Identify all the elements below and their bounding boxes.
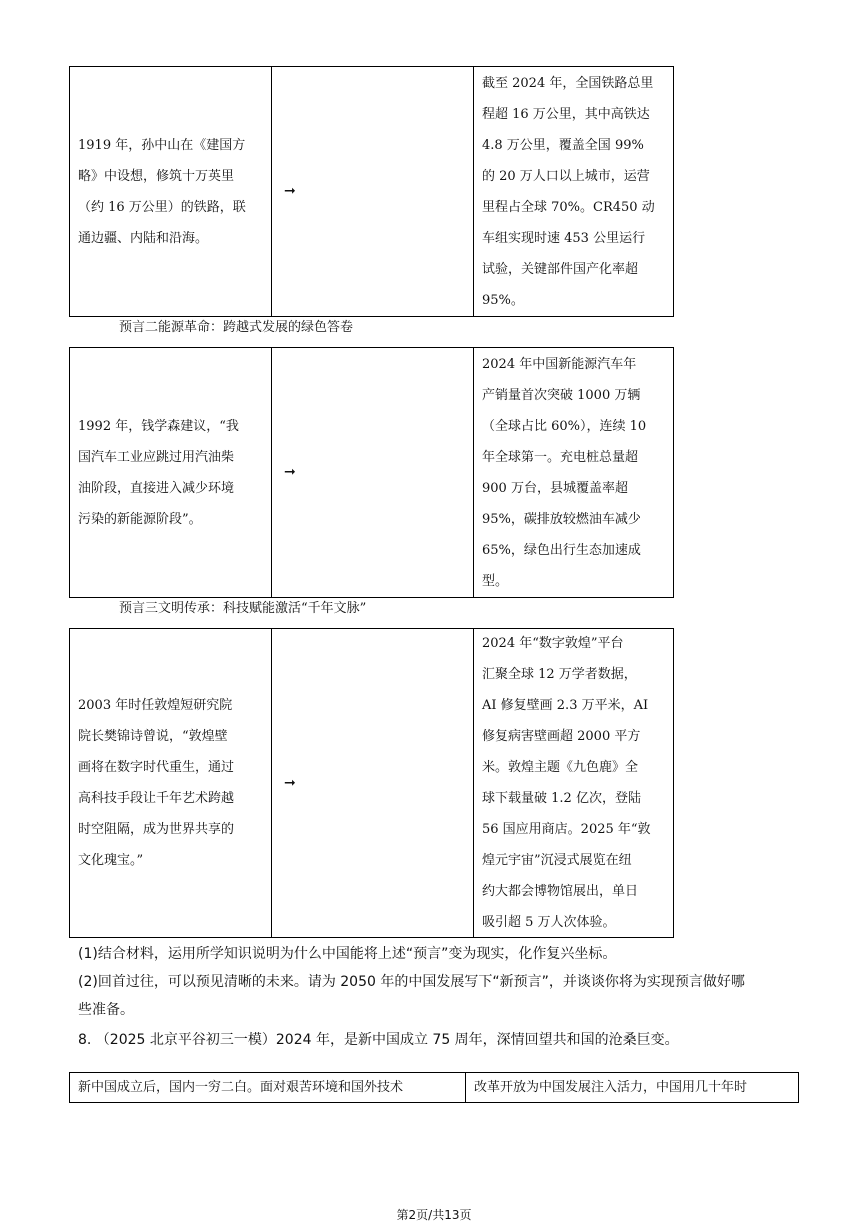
question-8-table	[69, 1072, 799, 1103]
question-1: (1)结合材料，运用所学知识说明为什么中国能将上述“预言”变为现实，化作复兴坐标。	[78, 946, 617, 962]
table-3-past-cell: 2003 年时任敦煌短研究院 院长樊锦诗曾说，“敦煌壁 画将在数字时代重生，通过 高科技手段让千年艺术跨越 时空阻隔，成为世界共享的 文化瑰宝。”	[70, 629, 272, 937]
table-2-arrow-icon: ➞	[272, 348, 474, 597]
question-8-intro: 8. （2025 北京平谷初三一模）2024 年，是新中国成立 75 周年，深情回望共和国的沧桑巨变。	[78, 1032, 679, 1048]
prophecy-table-2	[69, 347, 674, 598]
table-2-present-cell: 2024 年中国新能源汽车年 产销量首次突破 1000 万辆 （全球占比 60%），连续 10 年全球第一。充电桩总量超 900 万台，县城覆盖率超 95%，碳排放较燃油车减少 65%，绿色出行生态加速成 型。	[482, 356, 647, 589]
prophecy-3-heading: 预言三文明传承：科技赋能激活“千年文脉”	[119, 601, 367, 616]
table-1-past-cell: 1919 年，孙中山在《建国方 略》中设想，修筑十万英里 （约 16 万公里）的铁路，联 通边疆、内陆和沿海。	[70, 67, 272, 316]
page-number: 第2页/共13页	[396, 1208, 472, 1222]
table-2-past-cell: 1992 年，钱学森建议，“我 国汽车工业应跳过用汽油柴 油阶段，直接进入减少环境 污染的新能源阶段”。	[70, 348, 272, 597]
prophecy-table-3	[69, 628, 674, 938]
prophecy-table-1	[69, 66, 674, 317]
table-3-present-cell: 2024 年“数字敦煌”平台 汇聚全球 12 万学者数据， AI 修复壁画 2.3 万平米，AI 修复病害壁画超 2000 平方 米。敦煌主题《九色鹿》全 球下载量破 1.2 亿次，登陆 56 国应用商店。2025 年“敦 煌元宇宙”沉浸式展览在纽 约大都会博物馆展出，单日 吸引超 5 万人次体验。	[482, 636, 651, 930]
question-8-left-cell: 新中国成立后，国内一穷二白。面对艰苦环境和国外技术	[70, 1073, 466, 1102]
table-1-arrow-icon: ➞	[272, 67, 474, 316]
prophecy-2-heading: 预言二能源革命：跨越式发展的绿色答卷	[119, 320, 354, 335]
question-2-line-1: (2)回首过往，可以预见清晰的未来。请为 2050 年的中国发展写下“新预言”，并谈谈你将为实现预言做好哪	[78, 974, 745, 990]
question-8-right-cell: 改革开放为中国发展注入活力，中国用几十年时	[474, 1080, 748, 1095]
table-3-arrow-icon: ➞	[272, 629, 474, 937]
question-2-line-2: 些准备。	[78, 1002, 134, 1018]
table-1-present-cell: 截至 2024 年，全国铁路总里 程超 16 万公里，其中高铁达 4.8 万公里，覆盖全国 99% 的 20 万人口以上城市，运营 里程占全球 70%。CR450 动 车组实现时速 453 公里运行 试验，关键部件国产化率超 95%。	[482, 75, 655, 308]
